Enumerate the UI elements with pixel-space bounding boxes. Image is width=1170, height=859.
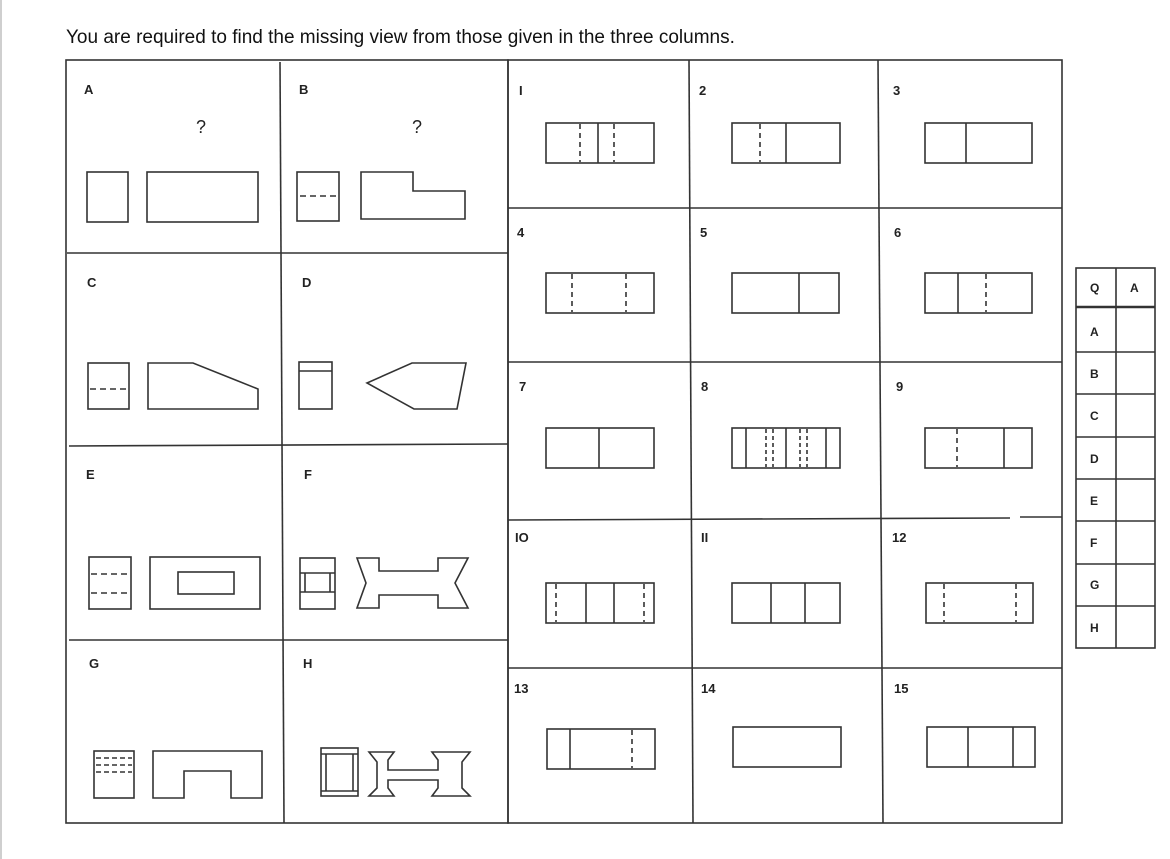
option-label-8: 8 — [701, 379, 709, 394]
question-f-drawing — [300, 558, 468, 609]
instruction-text: You are required to find the missing view from those given in the three columns. — [66, 27, 735, 48]
question-c-drawing — [88, 363, 258, 409]
option-label-9: 9 — [896, 379, 904, 394]
option-3-drawing — [925, 123, 1032, 163]
question-label-b: B — [299, 82, 309, 97]
option-9-drawing — [925, 428, 1032, 468]
option-label-12: 12 — [892, 530, 907, 545]
option-label-13: 13 — [514, 681, 529, 696]
question-d-drawing — [299, 362, 466, 409]
option-14-drawing — [733, 727, 841, 767]
option-label-3: 3 — [893, 83, 901, 98]
answer-cell-b[interactable] — [1118, 353, 1154, 393]
answer-cell-e[interactable] — [1118, 480, 1154, 520]
answer-row-label-c: C — [1090, 409, 1099, 423]
question-label-h: H — [303, 656, 313, 671]
option-label-14: 14 — [701, 681, 716, 696]
answer-row-label-d: D — [1090, 452, 1099, 466]
answer-cell-a[interactable] — [1118, 309, 1154, 351]
question-b-drawing — [297, 172, 465, 221]
option-10-drawing — [546, 583, 654, 623]
option-label-2: 2 — [699, 83, 707, 98]
answer-cell-g[interactable] — [1118, 565, 1154, 605]
option-8-drawing — [732, 428, 840, 468]
answer-row-label-b: B — [1090, 367, 1099, 381]
question-grid — [66, 60, 508, 823]
option-1-drawing — [546, 123, 654, 163]
question-label-d: D — [302, 275, 312, 290]
option-label-4: 4 — [517, 225, 525, 240]
question-label-a: A — [84, 82, 94, 97]
answer-row-label-g: G — [1090, 578, 1100, 592]
question-label-g: G — [89, 656, 100, 671]
question-e-drawing — [89, 557, 260, 609]
option-5-drawing — [732, 273, 839, 313]
question-mark-a: ? — [196, 117, 207, 137]
option-12-drawing — [926, 583, 1033, 623]
answer-row-label-f: F — [1090, 536, 1098, 550]
question-mark-b: ? — [412, 117, 423, 137]
answer-cell-d[interactable] — [1118, 438, 1154, 478]
option-4-drawing — [546, 273, 654, 313]
option-labels — [514, 83, 908, 696]
question-a-drawing — [87, 172, 258, 222]
question-label-e: E — [86, 467, 95, 482]
answer-cell-h[interactable] — [1118, 607, 1154, 647]
option-label-15: 15 — [894, 681, 909, 696]
answer-header-q: Q — [1090, 281, 1100, 295]
question-g-drawing — [94, 751, 262, 798]
question-h-drawing — [321, 748, 470, 796]
option-label-10: IO — [515, 530, 529, 545]
option-13-drawing — [547, 729, 655, 769]
answer-cell-f[interactable] — [1118, 522, 1154, 563]
answer-cell-c[interactable] — [1118, 395, 1154, 436]
option-7-drawing — [546, 428, 654, 468]
question-label-c: C — [87, 275, 97, 290]
answer-header-a: A — [1130, 281, 1139, 295]
question-labels — [84, 82, 422, 671]
option-label-11: II — [701, 530, 709, 545]
question-label-f: F — [304, 467, 312, 482]
answer-row-label-a: A — [1090, 325, 1099, 339]
option-2-drawing — [732, 123, 840, 163]
option-15-drawing — [927, 727, 1035, 767]
option-label-7: 7 — [519, 379, 527, 394]
option-label-1: I — [519, 83, 523, 98]
option-6-drawing — [925, 273, 1032, 313]
option-label-5: 5 — [700, 225, 708, 240]
answer-row-label-h: H — [1090, 621, 1099, 635]
answer-row-label-e: E — [1090, 494, 1099, 508]
option-label-6: 6 — [894, 225, 902, 240]
answer-cells — [1118, 309, 1154, 647]
option-11-drawing — [732, 583, 840, 623]
option-grid — [508, 60, 1062, 823]
